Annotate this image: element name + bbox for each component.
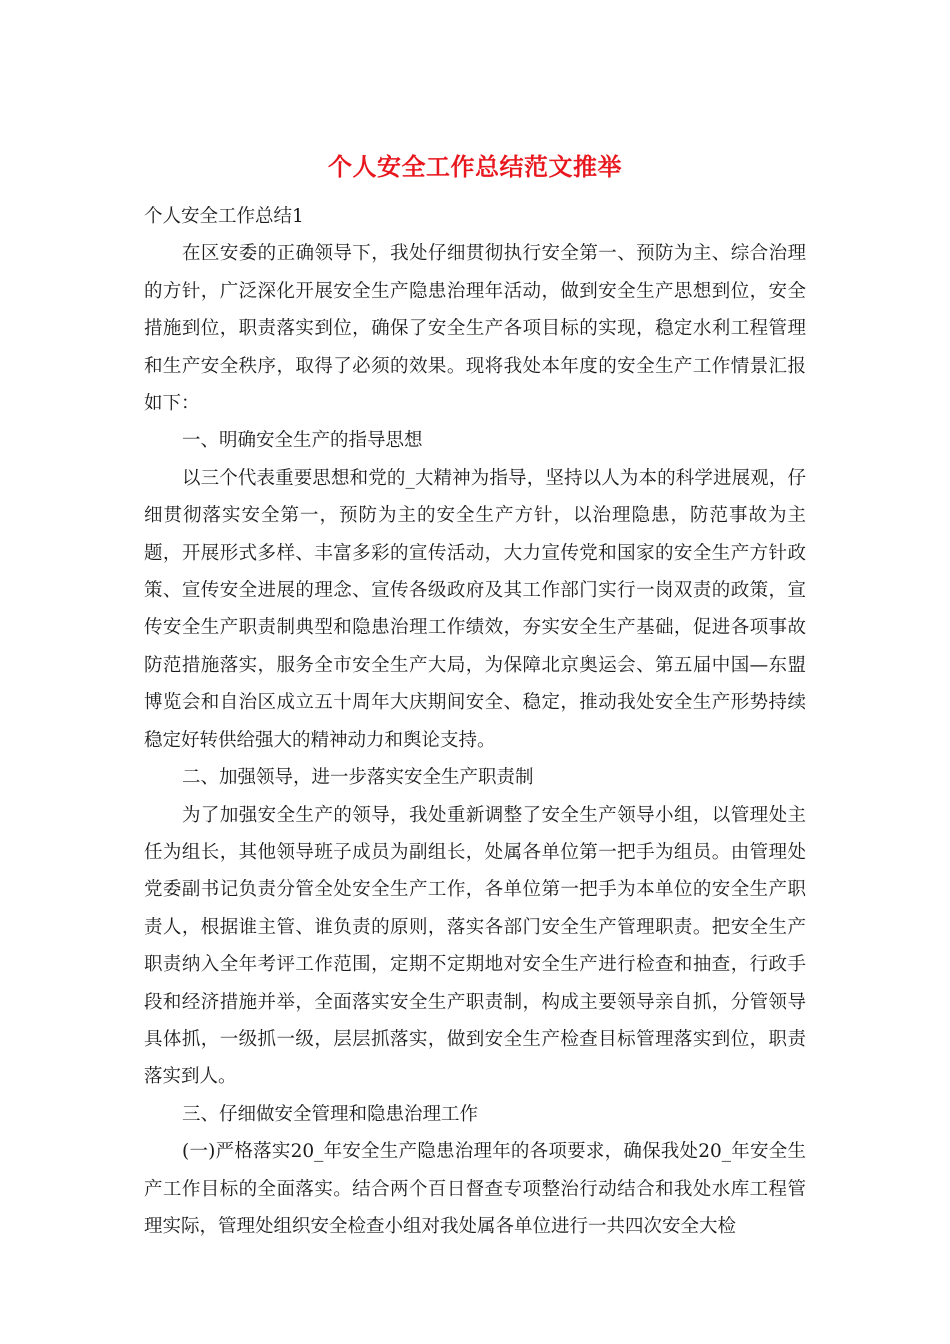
document-title: 个人安全工作总结范文推举 [328, 152, 622, 181]
paragraph: 为了加强安全生产的领导，我处重新调整了安全生产领导小组，以管理处主任为组长，其他领导班子成员为副组长，处属各单位第一把手为组员。由管理处党委副书记负责分管全处安全生产工作，各单位第一把手为本单位的安全生产职责人，根据谁主管、谁负责的原则，落实各部门安全生产管理职责。把安全生产职责纳入全年考评工作范围，定期不定期地对安全生产进行检查和抽查，行政手段和经济措施并举，全面落实安全生产职责制，构成主要领导亲自抓，分管领导具体抓，一级抓一级，层层抓落实，做到安全生产检查目标管理落实到位，职责落实到人。 [144, 804, 806, 1088]
subheading: 二、加强领导，进一步落实安全生产职责制 [182, 767, 534, 789]
paragraph: (一)严格落实20_年安全生产隐患治理年的各项要求，确保我处20_年安全生产工作目标的全面落实。结合两个百日督查专项整治行动结合和我处水库工程管理实际，管理处组织安全检查小组对我处属各单位进行一共四次安全大检 [144, 1141, 806, 1237]
document-body [144, 198, 806, 1245]
subheading: 三、仔细做安全管理和隐患治理工作 [182, 1103, 479, 1125]
subheading: 一、明确安全生产的指导思想 [182, 430, 423, 452]
section-heading: 个人安全工作总结1 [144, 206, 304, 227]
paragraph: 以三个代表重要思想和党的_大精神为指导，坚持以人为本的科学进展观，仔细贯彻落实安全第一，预防为主的安全生产方针，以治理隐患，防范事故为主题，开展形式多样、丰富多彩的宣传活动，大力宣传党和国家的安全生产方针政策、宣传安全进展的理念、宣传各级政府及其工作部门实行一岗双责的政策，宣传安全生产职责制典型和隐患治理工作绩效，夯实安全生产基础，促进各项事故防范措施落实，服务全市安全生产大局，为保障北京奥运会、第五届中国—东盟博览会和自治区成立五十周年大庆期间安全、稳定，推动我处安全生产形势持续稳定好转供给强大的精神动力和舆论支持。 [144, 467, 806, 751]
paragraph: 在区安委的正确领导下，我处仔细贯彻执行安全第一、预防为主、综合治理的方针，广泛深化开展安全生产隐患治理年活动，做到安全生产思想到位，安全措施到位，职责落实到位，确保了安全生产各项目标的实现，稳定水利工程管理和生产安全秩序，取得了必须的效果。现将我处本年度的安全生产工作情景汇报如下： [144, 243, 806, 415]
